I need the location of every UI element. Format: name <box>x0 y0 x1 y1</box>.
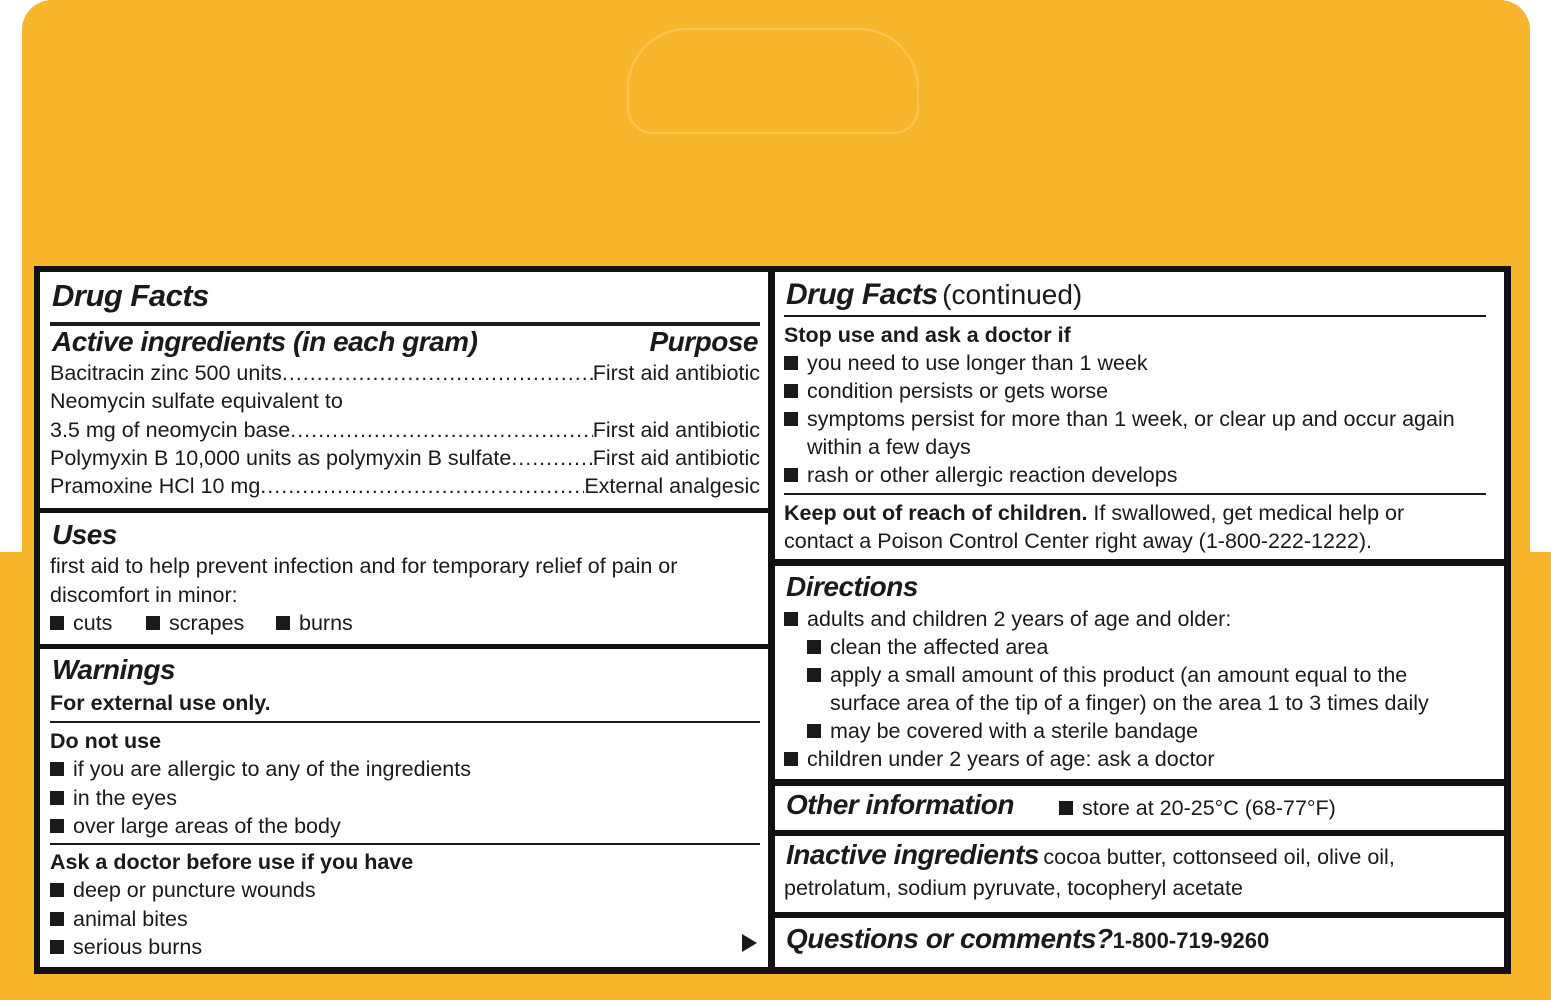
square-bullet-icon <box>50 819 64 833</box>
inactive-line <box>786 839 1395 871</box>
inactive-ingredients-text: petrolatum, sodium pyruvate, tocopheryl acetate <box>784 876 1243 900</box>
active-ingredients-heading: Active ingredients (in each gram) <box>52 326 478 357</box>
square-bullet-icon <box>50 762 64 776</box>
ingredient-name: Polymyxin B 10,000 units as polymyxin B sulfate <box>50 446 512 470</box>
inactive-ingredients-box <box>775 836 1504 912</box>
directions-subitem: may be covered with a sterile bandage <box>807 719 1198 744</box>
directions-box <box>775 566 1504 779</box>
square-bullet-icon <box>50 912 64 926</box>
stop-use-box <box>775 272 1504 559</box>
square-bullet-icon <box>807 724 821 738</box>
square-bullet-icon <box>50 883 64 897</box>
square-bullet-icon <box>807 668 821 682</box>
square-bullet-icon <box>784 752 798 766</box>
uses-text: discomfort in minor: <box>50 583 238 607</box>
square-bullet-icon <box>784 384 798 398</box>
square-bullet-icon <box>276 616 290 630</box>
uses-item: scrapes <box>146 611 244 636</box>
hang-tab-outline <box>627 28 919 134</box>
questions-phone: 1-800-719-9260 <box>1112 928 1270 953</box>
warning-item: serious burns <box>50 935 202 960</box>
square-bullet-icon <box>1059 801 1073 815</box>
square-bullet-icon <box>784 612 798 626</box>
ingredient-name: 3.5 mg of neomycin base <box>50 418 291 442</box>
other-information-item: store at 20-25°C (68-77°F) <box>1059 796 1336 821</box>
stop-use-heading: Stop use and ask a doctor if <box>784 323 1071 347</box>
ingredient-name: Bacitracin zinc 500 units <box>50 361 282 385</box>
inactive-ingredients-heading: Inactive ingredients <box>786 839 1039 870</box>
other-information-box <box>775 786 1504 830</box>
do-not-use-heading: Do not use <box>50 729 162 753</box>
section-rule <box>784 315 1486 317</box>
uses-text: first aid to help prevent infection and for temporary relief of pain or <box>50 554 678 578</box>
continued-label: (continued) <box>942 279 1083 310</box>
questions-line <box>786 923 1269 955</box>
square-bullet-icon <box>146 616 160 630</box>
ingredient-row <box>50 361 760 386</box>
warning-item: in the eyes <box>50 786 177 811</box>
directions-subitem-cont: surface area of the tip of a finger) on the area 1 to 3 times daily <box>830 691 1429 715</box>
keep-out-text: contact a Poison Control Center right away (1-800-222-1222). <box>784 529 1372 553</box>
ingredient-name: Pramoxine HCl 10 mg <box>50 474 261 498</box>
warnings-box <box>40 649 768 967</box>
ingredient-purpose: First aid antibiotic <box>592 446 760 470</box>
square-bullet-icon <box>784 412 798 426</box>
directions-subitem: clean the affected area <box>807 635 1048 660</box>
stop-use-item: symptoms persist for more than 1 week, or clear up and occur again <box>784 407 1455 432</box>
ingredient-row <box>50 474 760 499</box>
inactive-ingredients-text: cocoa butter, cottonseed oil, olive oil, <box>1043 845 1395 869</box>
drug-facts-title: Drug Facts <box>52 278 209 313</box>
warning-item: animal bites <box>50 907 188 932</box>
warnings-heading: Warnings <box>52 654 176 685</box>
directions-heading: Directions <box>786 571 918 602</box>
warning-item: if you are allergic to any of the ingredients <box>50 757 471 782</box>
directions-item: children under 2 years of age: ask a doctor <box>784 747 1215 772</box>
warning-item: over large areas of the body <box>50 814 341 839</box>
directions-subitem: apply a small amount of this product (an amount equal to the <box>807 663 1407 688</box>
uses-box <box>40 513 768 644</box>
continued-title <box>786 278 1082 312</box>
stop-use-item: you need to use longer than 1 week <box>784 351 1148 376</box>
uses-item: cuts <box>50 611 112 636</box>
ingredient-purpose: First aid antibiotic <box>592 361 760 385</box>
continue-arrow-icon <box>742 934 757 952</box>
drug-facts-title: Drug Facts <box>786 278 938 311</box>
uses-heading: Uses <box>52 519 117 550</box>
keep-out-text: Keep out of reach of children. If swallowed, get medical help or <box>784 501 1405 525</box>
square-bullet-icon <box>50 791 64 805</box>
questions-box <box>775 918 1504 967</box>
section-rule <box>50 843 760 845</box>
purpose-heading: Purpose <box>649 326 758 357</box>
questions-heading: Questions or comments? <box>786 923 1113 954</box>
other-information-heading: Other information <box>786 789 1014 820</box>
square-bullet-icon <box>784 468 798 482</box>
square-bullet-icon <box>50 616 64 630</box>
ingredient-row <box>50 446 760 471</box>
directions-item: adults and children 2 years of age and older: <box>784 607 1231 632</box>
ingredient-row <box>50 418 760 443</box>
section-rule <box>784 493 1486 495</box>
stop-use-item-cont: within a few days <box>807 435 971 459</box>
external-use-text: For external use only. <box>50 691 271 715</box>
stop-use-item: rash or other allergic reaction develops <box>784 463 1177 488</box>
warning-item: deep or puncture wounds <box>50 878 316 903</box>
active-ingredients-box <box>40 272 768 508</box>
square-bullet-icon <box>50 940 64 954</box>
ingredient-purpose: First aid antibiotic <box>592 418 760 442</box>
square-bullet-icon <box>807 640 821 654</box>
square-bullet-icon <box>784 356 798 370</box>
ingredient-name: Neomycin sulfate equivalent to <box>50 389 343 413</box>
section-rule <box>50 721 760 723</box>
ingredient-purpose: External analgesic <box>584 474 760 498</box>
uses-item: burns <box>276 611 353 636</box>
ask-doctor-heading: Ask a doctor before use if you have <box>50 850 414 874</box>
stop-use-item: condition persists or gets worse <box>784 379 1108 404</box>
